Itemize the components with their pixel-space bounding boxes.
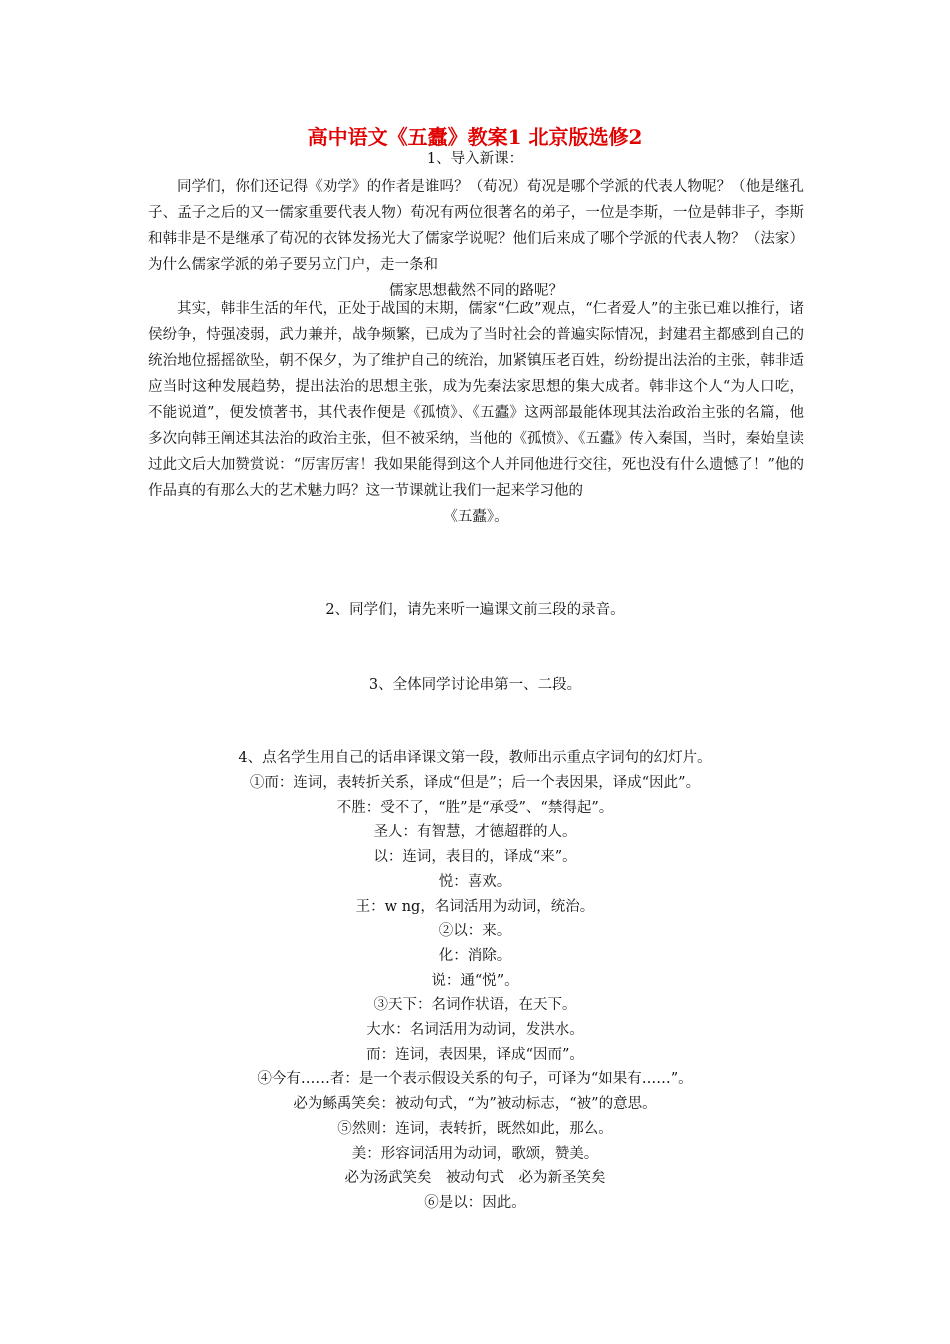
section-4-text: 4、点名学生用自己的话串译课文第一段，教师出示重点字词句的幻灯片。 bbox=[238, 750, 712, 766]
note-item: 说：通“悦”。 bbox=[431, 972, 519, 989]
background-paragraph bbox=[148, 296, 804, 530]
note-item: ⑥是以：因此。 bbox=[424, 1194, 526, 1211]
note-item: 必为鲧禹笑矣：被动句式，“为”被动标志，“被”的意思。 bbox=[293, 1096, 657, 1113]
note-item: ⑤然则：连词，表转折，既然如此，那么。 bbox=[337, 1120, 613, 1137]
note-item: 不胜：受不了，“胜”是“承受”、“禁得起”。 bbox=[336, 799, 614, 816]
section-2-text: 2、同学们，请先来听一遍课文前三段的录音。 bbox=[325, 602, 625, 618]
intro-paragraph bbox=[148, 174, 804, 304]
note-item: 而：连词，表因果，译成“因而”。 bbox=[366, 1046, 584, 1063]
section-3-text: 3、全体同学讨论串第一、二段。 bbox=[368, 677, 582, 693]
vocabulary-notes-list bbox=[0, 771, 950, 1216]
note-item: 美：形容词活用为动词，歌颂，赞美。 bbox=[351, 1145, 599, 1162]
intro-paragraph-text: 同学们，你们还记得《劝学》的作者是谁吗？（荀况）荀况是哪个学派的代表人物呢？（他是继孔子、孟子之后的又一儒家重要代表人物）荀况有两位很著名的弟子，一位是李斯，一位是韩非子，李斯和韩非是不是继承了荀况的衣钵发扬光大了儒家学说呢？他们后来成了哪个学派的代表人物？（法家）为什么儒家学派的弟子要另立门户，走一条和 bbox=[148, 179, 804, 273]
note-item: ①而：连词，表转折关系，译成“但是”；后一个表因果，译成“因此”。 bbox=[249, 775, 701, 791]
note-item: 以：连词，表目的，译成“来”。 bbox=[373, 849, 577, 866]
section-1-heading: 1、导入新课： bbox=[426, 151, 524, 167]
note-item: ③天下：名词作状语，在天下。 bbox=[373, 997, 577, 1014]
background-paragraph-last-line: 《五蠹》。 bbox=[443, 509, 509, 525]
note-item: ④今有……者：是一个表示假设关系的句子，可译为“如果有……”。 bbox=[257, 1071, 693, 1088]
note-item: 圣人：有智慧，才德超群的人。 bbox=[373, 824, 577, 841]
note-item: ②以：来。 bbox=[438, 923, 512, 940]
background-paragraph-text: 其实，韩非生活的年代，正处于战国的末期，儒家“仁政”观点，“仁者爱人”的主张已难以推行，诸侯纷争，恃强凌弱，武力兼并，战争频繁，已成为了当时社会的普遍实际情况，封建君主都感到自己的统治地位摇摇欲坠，朝不保夕，为了维护自己的统治，加紧镇压老百姓，纷纷提出法治的主张，韩非适应当时这种发展趋势，提出法治的思想主张，成为先秦法家思想的集大成者。韩非这个人“为人口吃，不能说道”，便发愤著书，其代表作便是《孤愤》、《五蠹》这两部最能体现其法治政治主张的名篇，他多次向韩王阐述其法治的政治主张，但不被采纳，当他的《孤愤》、《五蠹》传入秦国，当时，秦始皇读过此文后大加赞赏说：“厉害厉害！我如果能得到这个人并同他进行交往，死也没有什么遗憾了！”他的作品真的有那么大的艺术魅力吗？这一节课就让我们一起来学习他的 bbox=[148, 301, 804, 499]
note-item: 大水：名词活用为动词，发洪水。 bbox=[366, 1022, 584, 1039]
note-item: 悦：喜欢。 bbox=[438, 873, 512, 890]
note-item: 化：消除。 bbox=[438, 947, 512, 964]
note-item: 必为汤武笑矣 被动句式 必为新圣笑矣 bbox=[344, 1170, 606, 1187]
intro-paragraph-last-line: 儒家思想截然不同的路呢？ bbox=[389, 283, 563, 299]
note-item: 王：w ng，名词活用为动词，统治。 bbox=[355, 898, 595, 915]
document-title: 高中语文《五蠹》教案1 北京版选修2 bbox=[307, 125, 643, 149]
